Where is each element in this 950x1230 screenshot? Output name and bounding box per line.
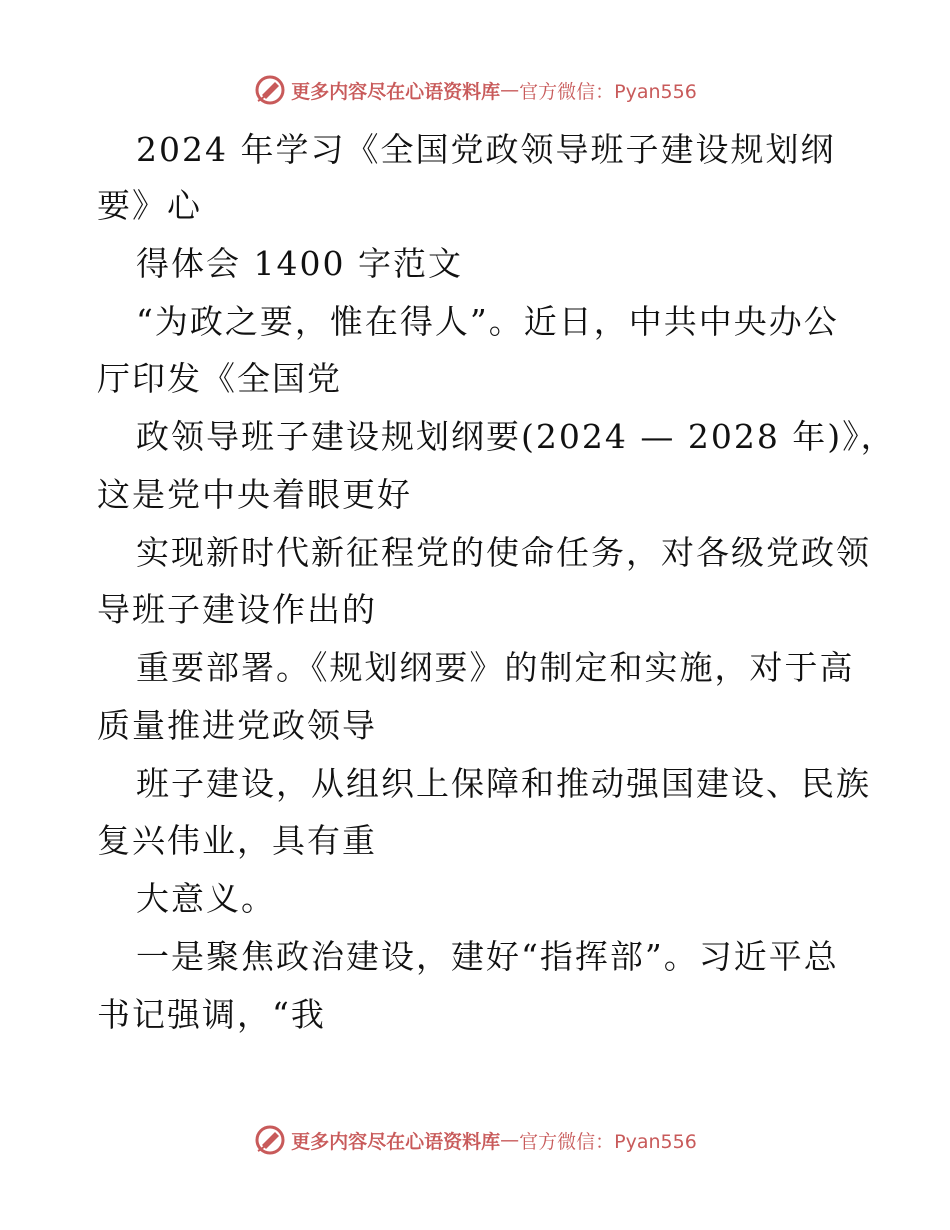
brand-logo-icon <box>253 73 287 107</box>
text-line: 书记强调，“我 <box>97 995 326 1034</box>
text-line: 实现新时代新征程党的使命任务，对各级党政领 <box>136 533 871 572</box>
text-line: 厅印发《全国党 <box>97 359 342 398</box>
header-wechat-text: 官方微信：Pyan556 <box>519 80 697 103</box>
footer-banner <box>0 1120 950 1160</box>
text-line: “为政之要，惟在得人”。近日，中共中央办公 <box>136 302 839 341</box>
text-line: 政领导班子建设规划纲要(2024 — 2028 年)》， <box>136 417 896 456</box>
text-line: 要》心 <box>97 186 202 225</box>
text-line: 一是聚焦政治建设，建好“指挥部”。习近平总 <box>136 937 839 976</box>
text-line: 2024 年学习《全国党政领导班子建设规划纲 <box>136 130 836 169</box>
text-line: 导班子建设作出的 <box>97 590 377 629</box>
text-line: 复兴伟业，具有重 <box>97 821 377 860</box>
text-line: 班子建设，从组织上保障和推动强国建设、民族 <box>136 764 871 803</box>
header-banner <box>0 70 950 110</box>
text-line: 得体会 1400 字范文 <box>136 244 463 283</box>
brand-logo-icon <box>253 1123 287 1157</box>
footer-wechat-text: 官方微信：Pyan556 <box>519 1130 697 1153</box>
text-line: 大意义。 <box>136 879 276 918</box>
header-banner-text: 更多内容尽在心语资料库 <box>291 80 501 103</box>
header-banner-separator: — <box>500 79 520 101</box>
text-line: 重要部署。《规划纲要》的制定和实施，对于高 <box>136 648 855 687</box>
text-line: 这是党中央着眼更好 <box>97 475 412 514</box>
footer-banner-separator: — <box>500 1129 520 1151</box>
footer-banner-text: 更多内容尽在心语资料库 <box>291 1130 501 1153</box>
text-line: 质量推进党政领导 <box>97 706 377 745</box>
